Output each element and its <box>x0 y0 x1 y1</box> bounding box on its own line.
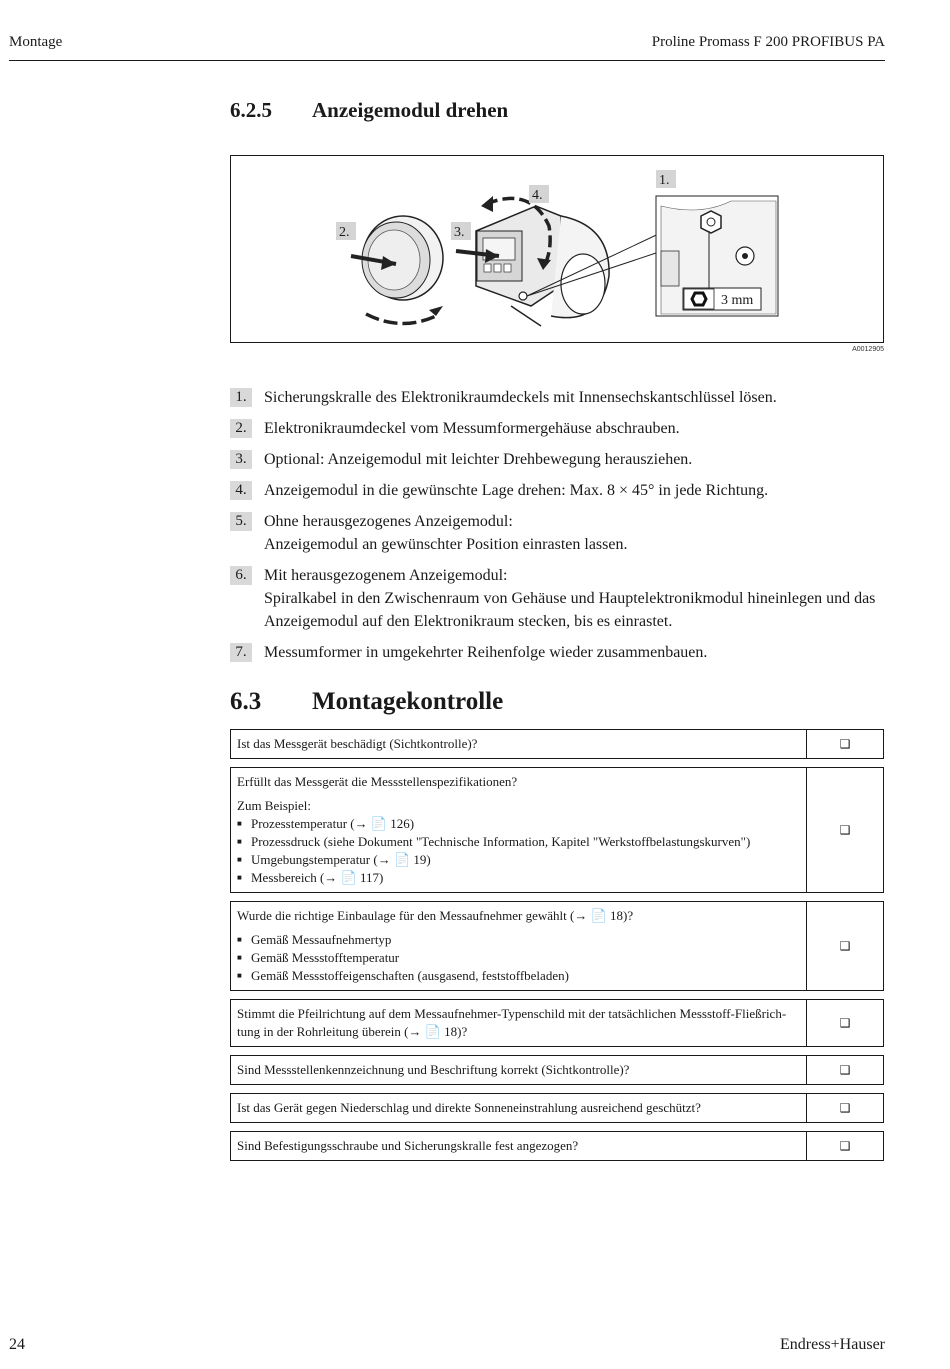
brand-name: Endress+Hauser <box>780 1336 885 1353</box>
page-number: 24 <box>9 1336 25 1353</box>
step-text: Anzeigemodul in die gewünschte Lage drehen: Max. 8 × 45° in jede Richtung. <box>264 482 769 499</box>
callout-4 <box>529 185 549 203</box>
check-subitem: ■ Gemäß Messaufnehmertyp <box>237 931 800 949</box>
check-intro: Zum Beispiel: <box>237 798 312 813</box>
check-subitem: ■ Prozesstemperatur (→ 📄 126) <box>237 815 800 833</box>
step-number: 6. <box>230 566 252 585</box>
check-subitem: ■ Messbereich (→ 📄 117) <box>237 869 800 887</box>
callout-3 <box>451 222 471 240</box>
tool-label: 3 mm <box>721 293 754 308</box>
figure-display-rotation <box>230 155 884 343</box>
checkbox[interactable]: ❑ <box>839 1015 851 1030</box>
check-question: Ist das Messgerät beschädigt (Sichtkontrolle)? <box>231 730 807 758</box>
checkbox[interactable]: ❑ <box>839 1100 851 1115</box>
check-question: Ist das Gerät gegen Niederschlag und direkte Sonneneinstrahlung ausreichend geschützt? <box>231 1094 807 1122</box>
callout-1 <box>656 170 676 188</box>
check-question: Stimmt die Pfeilrichtung auf dem Messaufnehmer-Typenschild mit der tatsächlichen Messstoff-Fließrich-tung in der Rohrleitung überein (→ 📄 18)? <box>231 1000 807 1046</box>
check-subitem: ■ Gemäß Messstofftemperatur <box>237 949 800 967</box>
figure-illustration <box>231 156 884 343</box>
steps-list <box>230 386 890 672</box>
checklist-row <box>230 999 884 1047</box>
step-item <box>230 386 890 409</box>
checklist-row <box>230 1093 884 1123</box>
page-header <box>9 32 885 61</box>
svg-text:3.: 3. <box>454 225 465 240</box>
checklist-table <box>230 729 884 1169</box>
checklist-row <box>230 767 884 893</box>
figure-code: A0012905 <box>852 346 884 353</box>
cover-icon <box>362 216 443 300</box>
check-sublist <box>237 815 800 887</box>
section-title: Anzeigemodul drehen <box>312 98 509 122</box>
callout-2 <box>336 222 356 240</box>
checklist-row <box>230 1131 884 1161</box>
checklist-row <box>230 901 884 991</box>
checkbox[interactable]: ❑ <box>839 1062 851 1077</box>
step-number: 3. <box>230 450 252 469</box>
step-text: Sicherungskralle des Elektronikraumdeckels mit Innensechskantschlüssel lösen. <box>264 389 777 406</box>
step-item <box>230 417 890 440</box>
svg-text:4.: 4. <box>532 188 543 203</box>
section-number: 6.2.5 <box>230 98 272 122</box>
check-subitem: ■ Prozessdruck (siehe Dokument "Technische Information, Kapitel "Werkstoffbelastungskurven") <box>237 833 800 851</box>
checkbox[interactable]: ❑ <box>839 1138 851 1153</box>
check-question: Sind Befestigungsschraube und Sicherungskralle fest angezogen? <box>231 1132 807 1160</box>
check-question: Sind Messstellenkennzeichnung und Beschriftung korrekt (Sichtkontrolle)? <box>231 1056 807 1084</box>
svg-text:2.: 2. <box>339 225 350 240</box>
checkbox[interactable]: ❑ <box>839 736 851 751</box>
header-section: Montage <box>9 34 63 50</box>
section-heading-63 <box>230 688 503 716</box>
step-text-detail: Spiralkabel in den Zwischenraum von Gehäuse und Hauptelektronikmodul hineinlegen und das Anzeigemodul auf den Elektronikraum stecken, bis es einrastet. <box>264 590 876 630</box>
checkbox[interactable]: ❑ <box>839 822 851 837</box>
checkbox[interactable]: ❑ <box>839 938 851 953</box>
check-question: Erfüllt das Messgerät die Messstellenspezifikationen? <box>237 774 518 789</box>
step-number: 2. <box>230 419 252 438</box>
step-number: 1. <box>230 388 252 407</box>
section-heading-625 <box>230 98 508 123</box>
step-item <box>230 564 890 633</box>
section-number: 6.3 <box>230 688 262 715</box>
step-text: Messumformer in umgekehrter Reihenfolge wieder zusammenbauen. <box>264 644 708 661</box>
step-number: 7. <box>230 643 252 662</box>
step-item <box>230 479 890 502</box>
step-item <box>230 448 890 471</box>
check-subitem: ■ Gemäß Messstoffeigenschaften (ausgasend, feststoffbeladen) <box>237 967 800 985</box>
svg-text:1.: 1. <box>659 173 670 188</box>
check-question: Wurde die richtige Einbaulage für den Messaufnehmer gewählt (→ 📄 18)? <box>237 908 634 923</box>
step-number: 4. <box>230 481 252 500</box>
header-product: Proline Promass F 200 PROFIBUS PA <box>651 34 885 50</box>
step-item <box>230 510 890 556</box>
step-item <box>230 641 890 664</box>
checklist-row <box>230 1055 884 1085</box>
check-sublist <box>237 931 800 985</box>
check-subitem: ■ Umgebungstemperatur (→ 📄 19) <box>237 851 800 869</box>
checklist-row <box>230 729 884 759</box>
step-text-detail: Anzeigemodul an gewünschter Position einrasten lassen. <box>264 536 628 553</box>
step-text: Optional: Anzeigemodul mit leichter Drehbewegung herausziehen. <box>264 451 693 468</box>
step-text: Elektronikraumdeckel vom Messumformergehäuse abschrauben. <box>264 420 680 437</box>
step-text: Mit herausgezogenem Anzeigemodul: <box>264 567 508 584</box>
step-number: 5. <box>230 512 252 531</box>
step-text: Ohne herausgezogenes Anzeigemodul: <box>264 513 513 530</box>
section-title: Montagekontrolle <box>312 688 504 715</box>
